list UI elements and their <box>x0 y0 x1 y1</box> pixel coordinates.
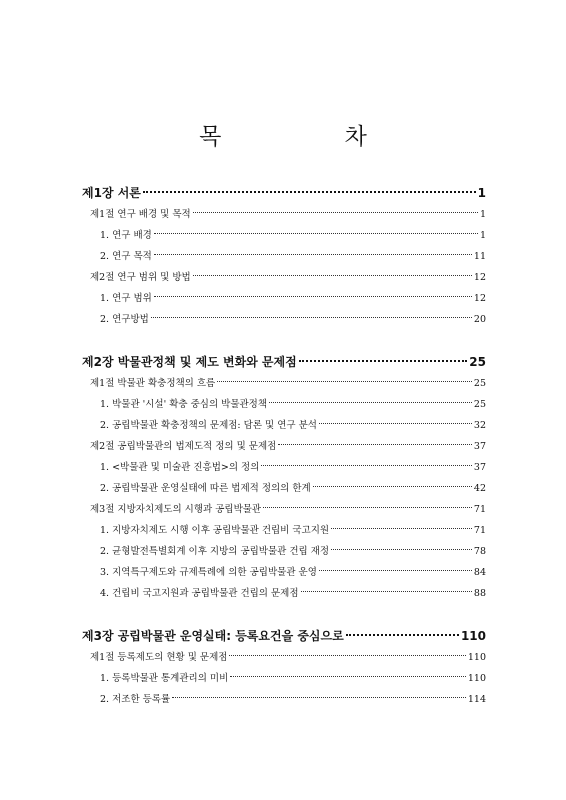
toc-chapter-row[interactable] <box>82 183 486 204</box>
toc-sub-row[interactable] <box>82 457 486 478</box>
toc-page-number: 32 <box>473 420 486 431</box>
dot-leader <box>331 528 472 529</box>
toc-page-number: 11 <box>473 251 486 262</box>
toc-entry-title: 2. 연구방법 <box>100 314 149 325</box>
toc-entry-title: 제3장 공립박물관 운영실태: 등록요건을 중심으로 <box>82 629 344 643</box>
toc-entry-title: 2. 공립박물관 운영실태에 따른 법제적 정의의 한계 <box>100 483 311 494</box>
toc-page-number: 37 <box>473 462 486 473</box>
toc-page-number: 78 <box>473 546 486 557</box>
page-title: 목 차 <box>199 124 425 150</box>
toc-page-number: 12 <box>473 293 486 304</box>
toc-sub-row[interactable] <box>82 415 486 436</box>
toc-section-row[interactable] <box>82 647 486 668</box>
toc-entry-title: 4. 건립비 국고지원과 공립박물관 건립의 문제점 <box>100 588 299 599</box>
toc-page-number: 1 <box>479 230 486 241</box>
toc-page-number: 25 <box>473 399 486 410</box>
dot-leader <box>230 676 466 677</box>
toc-entry-title: 1. 연구 배경 <box>100 230 152 241</box>
toc-section-row[interactable] <box>82 499 486 520</box>
toc-entry-title: 2. 저조한 등록률 <box>100 694 171 705</box>
dot-leader <box>154 296 472 297</box>
dot-leader <box>154 233 478 234</box>
toc-page-number: 20 <box>473 314 486 325</box>
toc-entry-title: 1. 등록박물관 통계관리의 미비 <box>100 673 229 684</box>
toc-sub-row[interactable] <box>82 562 486 583</box>
toc-chapter-row[interactable] <box>82 626 486 647</box>
dot-leader <box>313 486 472 487</box>
toc-entry-title: 1. 박물관 '시설' 확충 중심의 박물관정책 <box>100 399 268 410</box>
dot-leader <box>299 360 468 362</box>
dot-leader <box>217 381 472 382</box>
dot-leader <box>172 697 466 698</box>
dot-leader <box>319 570 472 571</box>
toc-page-number: 1 <box>479 209 486 220</box>
toc-sub-row[interactable] <box>82 520 486 541</box>
toc-page-number: 110 <box>467 673 486 684</box>
dot-leader <box>263 507 472 508</box>
dot-leader <box>301 591 472 592</box>
toc-page-number: 114 <box>467 694 486 705</box>
toc-entry-title: 2. 공립박물관 확충정책의 문제점: 담론 및 연구 분석 <box>100 420 317 431</box>
toc-entry-title: 제1절 등록제도의 현황 및 문제점 <box>90 652 228 663</box>
toc-page-number: 12 <box>473 272 486 283</box>
toc-page-number: 71 <box>473 504 486 515</box>
toc-entry-title: 제2절 연구 범위 및 방법 <box>90 272 191 283</box>
toc-sub-row[interactable] <box>82 225 486 246</box>
toc-sub-row[interactable] <box>82 689 486 710</box>
toc-spacer <box>82 604 486 626</box>
toc-page-number: 42 <box>473 483 486 494</box>
toc-entry-title: 제2장 박물관정책 및 제도 변화와 문제점 <box>82 355 297 369</box>
toc-entry-title: 1. 연구 범위 <box>100 293 152 304</box>
toc-entry-title: 제1장 서론 <box>82 186 141 200</box>
toc-sub-row[interactable] <box>82 541 486 562</box>
toc-sub-row[interactable] <box>82 246 486 267</box>
toc-entry-title: 제3절 지방자치제도의 시행과 공립박물관 <box>90 504 262 515</box>
toc-page-number: 84 <box>473 567 486 578</box>
dot-leader <box>143 191 476 193</box>
toc-entry-title: 1. <박물관 및 미술관 진흥법>의 정의 <box>100 462 260 473</box>
dot-leader <box>319 423 472 424</box>
toc-page-number: 110 <box>467 652 486 663</box>
toc-entry-title: 2. 연구 목적 <box>100 251 152 262</box>
toc-page-number: 110 <box>460 629 486 643</box>
dot-leader <box>151 317 472 318</box>
dot-leader <box>331 549 472 550</box>
toc-page-number: 1 <box>477 186 486 200</box>
table-of-contents <box>82 183 486 710</box>
dot-leader <box>269 402 472 403</box>
dot-leader <box>346 634 459 636</box>
toc-spacer <box>82 330 486 352</box>
toc-entry-title: 2. 균형발전특별회계 이후 지방의 공립박물관 건립 재정 <box>100 546 330 557</box>
dot-leader <box>193 212 478 213</box>
toc-page-number: 25 <box>473 378 486 389</box>
toc-section-row[interactable] <box>82 436 486 457</box>
toc-section-row[interactable] <box>82 267 486 288</box>
toc-entry-title: 제1절 박물관 확충정책의 흐름 <box>90 378 216 389</box>
toc-page-number: 71 <box>473 525 486 536</box>
toc-chapter-row[interactable] <box>82 352 486 373</box>
toc-sub-row[interactable] <box>82 288 486 309</box>
dot-leader <box>193 275 472 276</box>
toc-sub-row[interactable] <box>82 394 486 415</box>
toc-page-number: 25 <box>469 355 486 369</box>
toc-entry-title: 제2절 공립박물관의 법제도적 정의 및 문제점 <box>90 441 277 452</box>
dot-leader <box>278 444 472 445</box>
toc-sub-row[interactable] <box>82 583 486 604</box>
toc-entry-title: 1. 지방자치제도 시행 이후 공립박물관 건립비 국고지원 <box>100 525 330 536</box>
toc-entry-title: 3. 지역특구제도와 규제특례에 의한 공립박물관 운영 <box>100 567 317 578</box>
dot-leader <box>261 465 472 466</box>
toc-page-number: 37 <box>473 441 486 452</box>
dot-leader <box>154 254 472 255</box>
toc-sub-row[interactable] <box>82 668 486 689</box>
toc-section-row[interactable] <box>82 204 486 225</box>
toc-page-number: 88 <box>473 588 486 599</box>
toc-entry-title: 제1절 연구 배경 및 목적 <box>90 209 191 220</box>
toc-sub-row[interactable] <box>82 478 486 499</box>
toc-sub-row[interactable] <box>82 309 486 330</box>
dot-leader <box>229 655 465 656</box>
toc-section-row[interactable] <box>82 373 486 394</box>
